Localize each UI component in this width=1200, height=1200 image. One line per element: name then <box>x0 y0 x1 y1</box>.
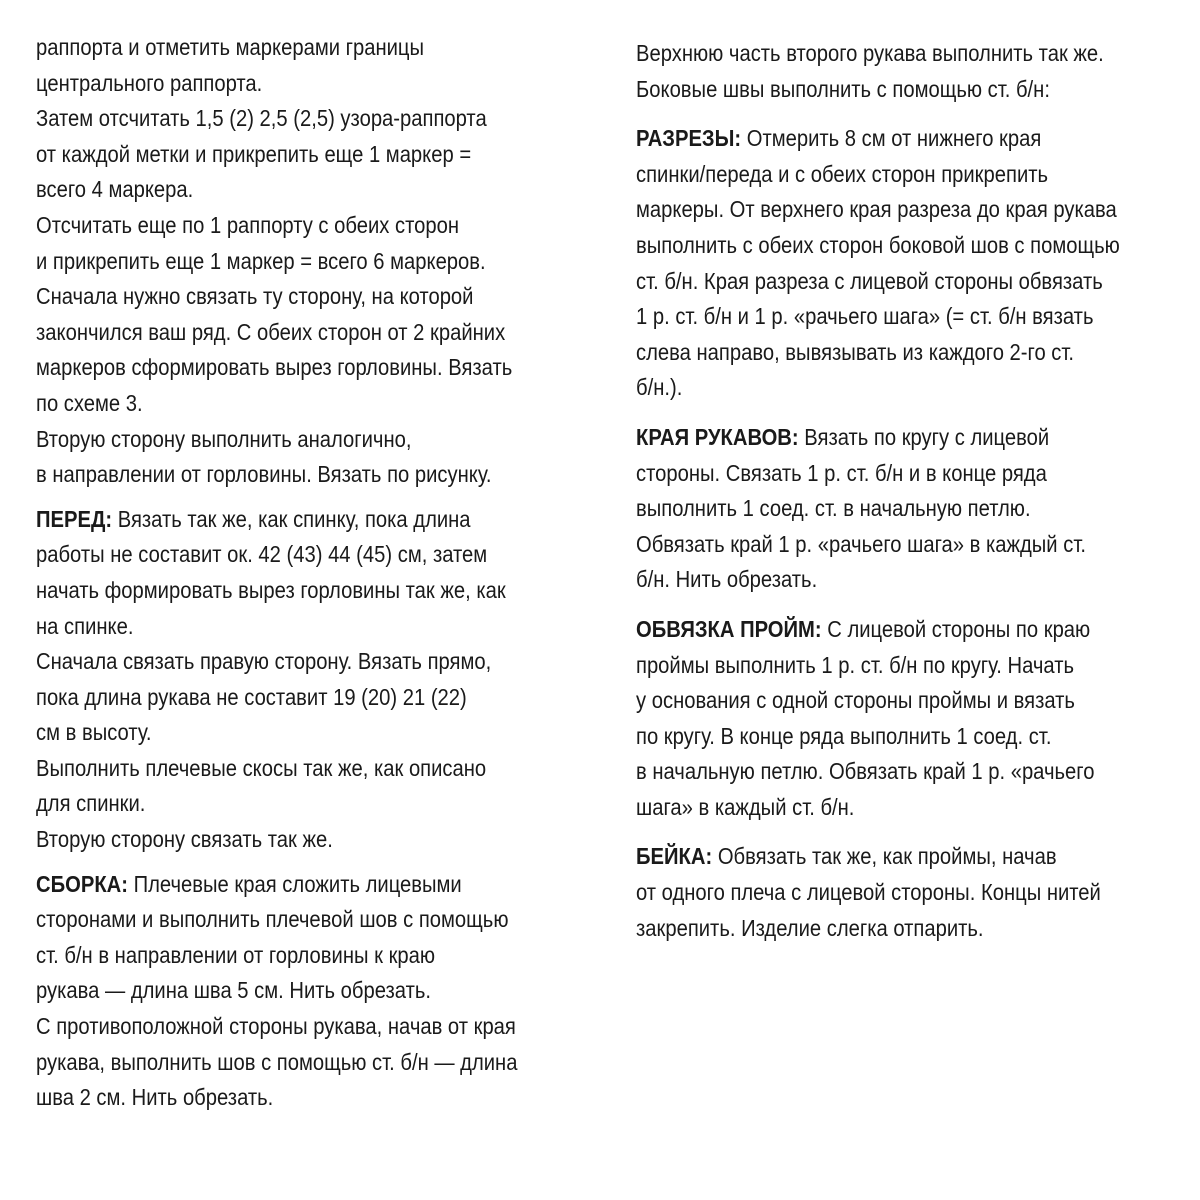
text-line: Сначала связать правую сторону. Вязать прямо, <box>36 648 492 675</box>
sleeve-edges-section <box>636 420 1196 598</box>
text-line: пока длина рукава не составит 19 (20) 21 (22) <box>36 683 467 710</box>
text-line: на спинке. <box>36 612 134 639</box>
text-line: для спинки. <box>36 790 146 817</box>
front-first-line-text: Вязать так же, как спинку, пока длина <box>112 505 471 532</box>
text-line: у основания с одной стороны проймы и вязать <box>636 687 1075 714</box>
sleeve-edges-heading: КРАЯ РУКАВОВ: <box>636 423 799 450</box>
text-line: см в высоту. <box>36 719 152 746</box>
text-line: Вторую сторону выполнить аналогично, <box>36 425 412 452</box>
paragraph-gap <box>636 406 1196 420</box>
sleeve-edges-first-line-text: Вязать по кругу с лицевой <box>798 423 1050 450</box>
text-line: Боковые швы выполнить с помощью ст. б/н: <box>636 75 1050 102</box>
section-first-line <box>636 612 1118 648</box>
text-line: раппорта и отметить маркерами границы <box>36 34 425 60</box>
text-line: Отсчитать еще по 1 раппорту с обеих сторон <box>36 211 459 238</box>
text-line: начать формировать вырез горловины так же, как <box>36 576 506 603</box>
text-line: всего 4 маркера. <box>36 176 194 203</box>
armholes-first-line-text: С лицевой стороны по краю <box>821 615 1091 642</box>
assembly-heading: СБОРКА: <box>36 870 128 897</box>
text-line: Затем отсчитать 1,5 (2) 2,5 (2,5) узора-раппорта <box>36 105 487 132</box>
slits-section <box>636 121 1196 406</box>
text-line: б/н. Нить обрезать. <box>636 566 818 593</box>
front-heading: ПЕРЕД: <box>36 505 113 532</box>
armholes-section <box>636 612 1196 826</box>
text-line: сторонами и выполнить плечевой шов с помощью <box>36 906 509 933</box>
text-line: ст. б/н в направлении от горловины к краю <box>36 941 436 968</box>
text-line: закончился ваш ряд. С обеих сторон от 2 крайних <box>36 318 506 345</box>
text-line: центрального раппорта. <box>36 69 263 96</box>
text-line: от каждой метки и прикрепить еще 1 маркер = <box>36 140 472 167</box>
text-line: С противоположной стороны рукава, начав от края <box>36 1013 516 1040</box>
armholes-heading: ОБВЯЗКА ПРОЙМ: <box>636 615 822 642</box>
text-line: маркеры. От верхнего края разреза до края рукава <box>636 196 1117 223</box>
paragraph-gap <box>636 825 1196 839</box>
paragraph-gap <box>636 107 1196 121</box>
binding-heading: БЕЙКА: <box>636 843 713 870</box>
text-line: шага» в каждый ст. б/н. <box>636 793 855 820</box>
assembly-section <box>36 867 596 1116</box>
section-first-line <box>636 839 1118 875</box>
text-line: и прикрепить еще 1 маркер = всего 6 маркеров. <box>36 247 486 274</box>
text-line: ст. б/н. Края разреза с лицевой стороны обвязать <box>636 267 1103 294</box>
text-line: от одного плеча с лицевой стороны. Концы нитей <box>636 879 1101 906</box>
slits-first-line-text: Отмерить 8 см от нижнего края <box>741 125 1042 152</box>
text-line: Вторую сторону связать так же. <box>36 826 333 853</box>
text-line: в направлении от горловины. Вязать по рисунку. <box>36 461 492 488</box>
text-line: Выполнить плечевые скосы так же, как описано <box>36 754 487 781</box>
section-first-line <box>36 867 518 903</box>
text-line: закрепить. Изделие слегка отпарить. <box>636 914 984 941</box>
text-line: 1 р. ст. б/н и 1 р. «рачьего шага» (= ст. б/н вязать <box>636 303 1094 330</box>
left-column <box>36 0 596 1116</box>
binding-section <box>636 839 1196 946</box>
section-first-line <box>36 502 518 538</box>
intro-paragraph <box>636 36 1196 107</box>
binding-first-line-text: Обвязать так же, как проймы, начав <box>712 843 1057 870</box>
text-line: в начальную петлю. Обвязать край 1 р. «рачьего <box>636 758 1095 785</box>
text-line: Сначала нужно связать ту сторону, на которой <box>36 283 474 310</box>
paragraph-gap <box>36 493 596 502</box>
text-line: шва 2 см. Нить обрезать. <box>36 1084 274 1111</box>
paragraph-gap <box>636 598 1196 612</box>
text-line: б/н.). <box>636 374 683 401</box>
section-first-line <box>636 121 1118 157</box>
text-line: маркеров сформировать вырез горловины. Вязать <box>36 354 513 381</box>
text-line: рукава, выполнить шов с помощью ст. б/н — длина <box>36 1048 518 1075</box>
right-column <box>636 0 1196 946</box>
text-line: слева направо, вывязывать из каждого 2-го ст. <box>636 338 1075 365</box>
text-line: по кругу. В конце ряда выполнить 1 соед. ст. <box>636 722 1052 749</box>
text-line: по схеме 3. <box>36 389 143 416</box>
front-section <box>36 502 596 858</box>
text-line: работы не составит ок. 42 (43) 44 (45) см, затем <box>36 541 488 568</box>
assembly-first-line-text: Плечевые края сложить лицевыми <box>127 870 462 897</box>
intro-paragraph <box>36 30 596 493</box>
paragraph-gap <box>36 858 596 867</box>
text-line: Обвязать край 1 р. «рачьего шага» в каждый ст. <box>636 530 1086 557</box>
text-line: Верхнюю часть второго рукава выполнить так же. <box>636 40 1104 66</box>
text-line: стороны. Связать 1 р. ст. б/н и в конце ряда <box>636 459 1047 486</box>
text-line: спинки/переда и с обеих сторон прикрепить <box>636 160 1049 187</box>
text-line: проймы выполнить 1 р. ст. б/н по кругу. Начать <box>636 651 1074 678</box>
text-line: выполнить 1 соед. ст. в начальную петлю. <box>636 495 1031 522</box>
slits-heading: РАЗРЕЗЫ: <box>636 125 742 152</box>
section-first-line <box>636 420 1118 456</box>
text-line: рукава — длина шва 5 см. Нить обрезать. <box>36 977 431 1004</box>
text-line: выполнить с обеих сторон боковой шов с помощью <box>636 231 1120 258</box>
